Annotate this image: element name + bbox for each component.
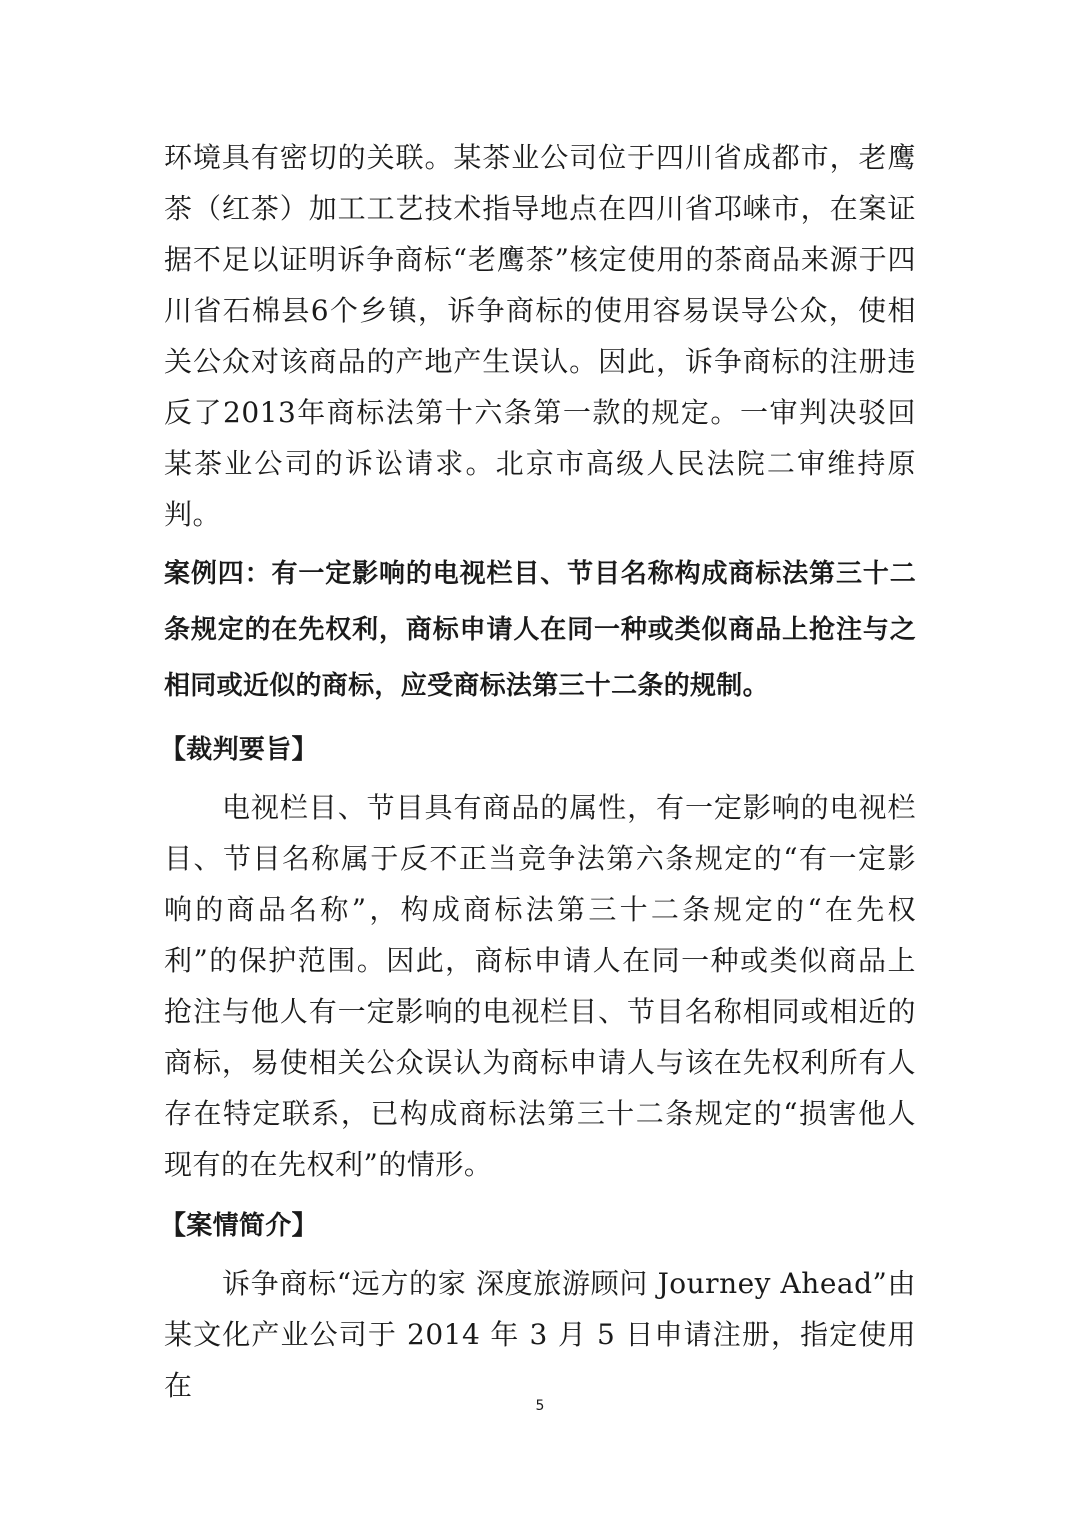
section-label-gist: 【裁判要旨】 [160, 735, 318, 765]
section-label-case: 【案情简介】 [160, 1211, 318, 1241]
body-paragraph-continuation: 环境具有密切的关联。某茶业公司位于四川省成都市，老鹰茶（红茶）加工工艺技术指导地点在四川省邛崃市，在案证据不足以证明诉争商标“老鹰茶”核定使用的茶商品来源于四川省石棉县6个乡镇，诉争商标的使用容易误导公众，使相关公众对该商品的产地产生误认。因此，诉争商标的注册违反了2013年商标法第十六条第一款的规定。一审判决驳回某茶业公司的诉讼请求。北京市高级人民法院二审维持原判。 [164, 141, 916, 531]
page-number: 5 [535, 1398, 545, 1414]
document-body [160, 132, 916, 1411]
body-paragraph-gist: 电视栏目、节目具有商品的属性，有一定影响的电视栏目、节目名称属于反不正当竞争法第六条规定的“有一定影响的商品名称”，构成商标法第三十二条规定的“在先权利”的保护范围。因此，商标申请人在同一种或类似商品上抢注与他人有一定影响的电视栏目、节目名称相同或相近的商标，易使相关公众误认为商标申请人与该在先权利所有人存在特定联系，已构成商标法第三十二条规定的“损害他人现有的在先权利”的情形。 [164, 791, 916, 1181]
case-heading: 案例四：有一定影响的电视栏目、节目名称构成商标法第三十二条规定的在先权利，商标申请人在同一种或类似商品上抢注与之相同或近似的商标，应受商标法第三十二条的规制。 [164, 559, 916, 701]
body-paragraph-case: 诉争商标“远方的家 深度旅游顾问 Journey Ahead”由某文化产业公司于 2014 年 3 月 5 日申请注册，指定使用在 [164, 1267, 916, 1402]
